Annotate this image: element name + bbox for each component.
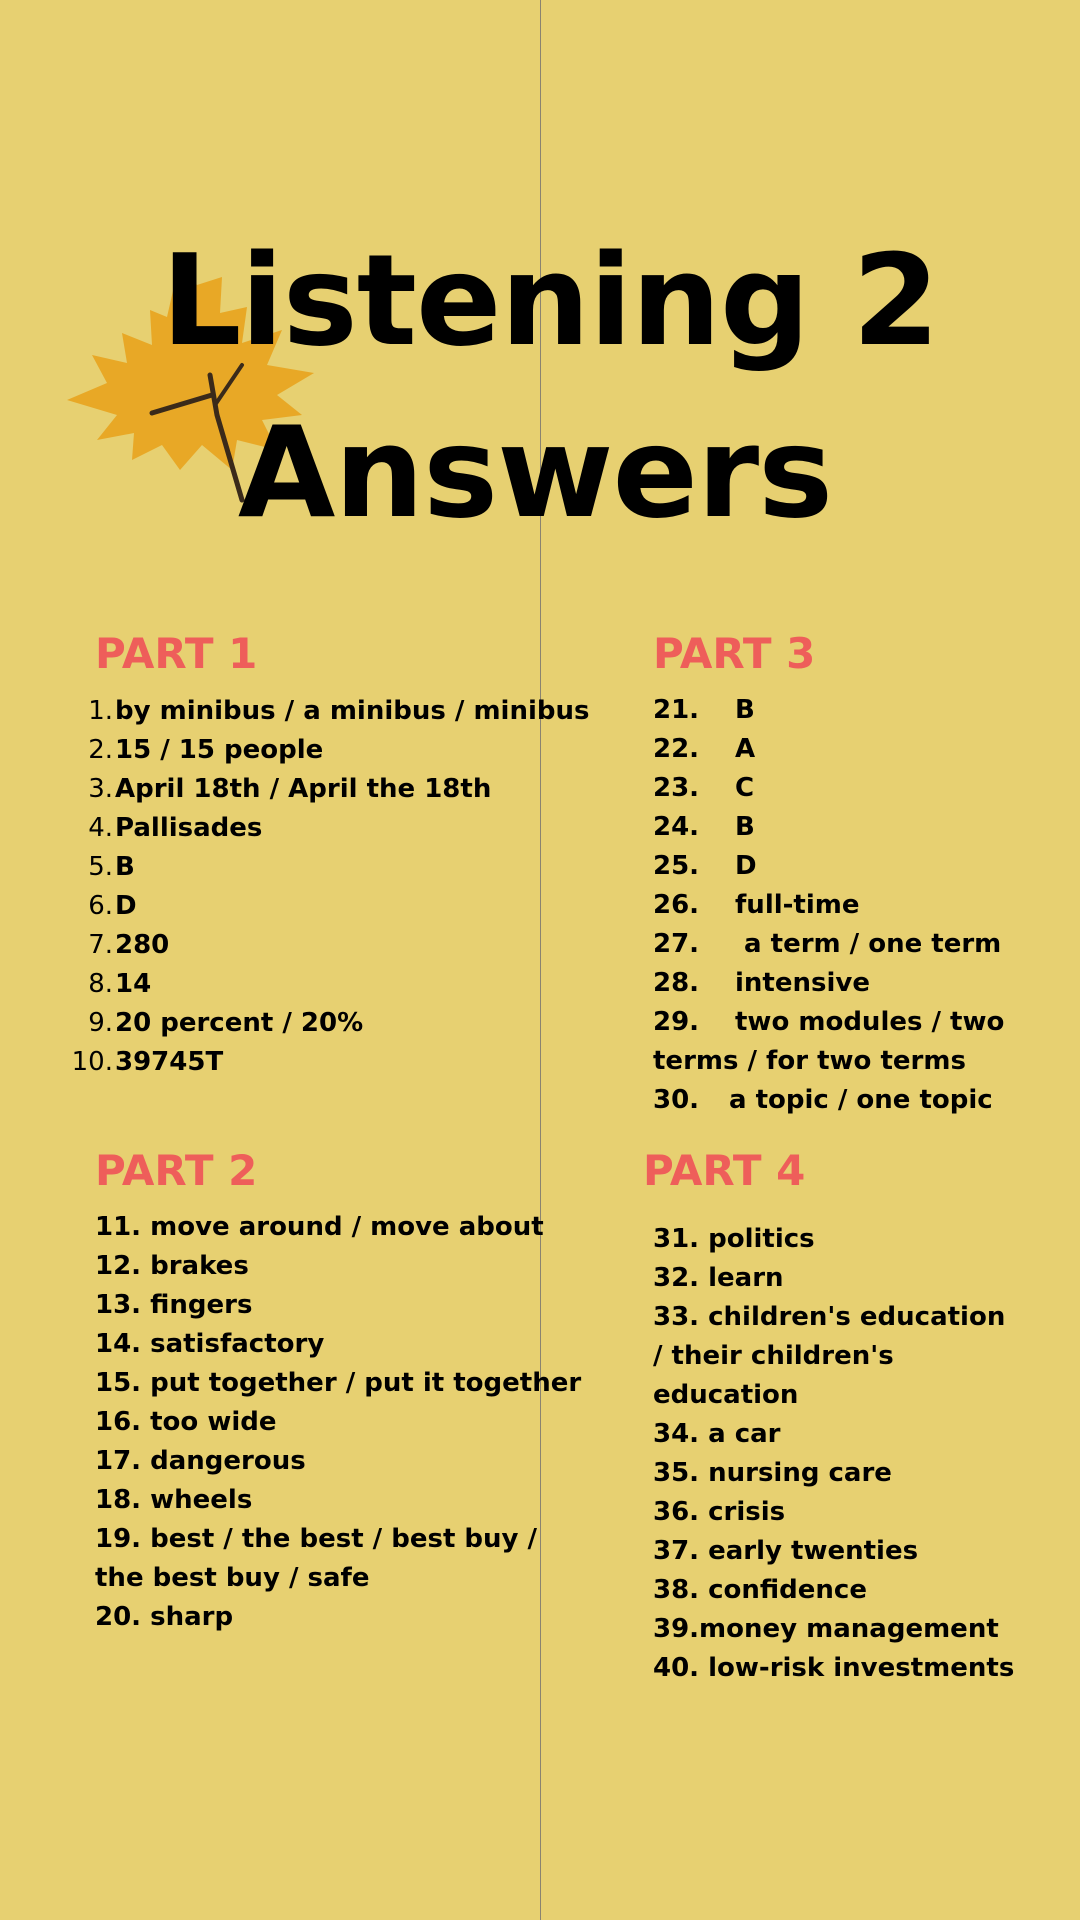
list-item: 21. B [653,695,755,725]
list-item: 19. best / the best / best buy / the best buy / safe [95,1524,538,1593]
list-item: 18. wheels [95,1485,253,1515]
list-item: 29. two modules / two terms / for two terms [653,1007,1005,1076]
list-item: 17. dangerous [95,1446,306,1476]
part3-title: PART 3 [653,629,816,678]
list-item: 36. crisis [653,1497,786,1527]
list-item: 26. full-time [653,890,860,920]
list-item: 7. 280 [88,930,170,960]
page-title-line1: Listening 2 [161,227,939,374]
list-item: 10. 39745T [71,1047,224,1077]
list-item: 14. satisfactory [95,1329,325,1359]
list-item: 6. D [88,891,137,921]
list-item: 13. fingers [95,1290,253,1320]
part3-list [653,691,1013,1120]
page-title-line2: Answers [237,399,833,546]
part1-list [71,692,590,1082]
list-item: 35. nursing care [653,1458,892,1488]
list-item: 39.money management [653,1614,999,1644]
list-item: 2. 15 / 15 people [88,735,324,765]
list-item: 30. a topic / one topic [653,1085,993,1115]
list-item: 25. D [653,851,757,881]
list-item: 15. put together / put it together [95,1368,582,1398]
list-item: 3. April 18th / April the 18th [88,774,492,804]
part4-list [653,1220,1013,1688]
list-item: 16. too wide [95,1407,277,1437]
list-item: 32. learn [653,1263,784,1293]
list-item: 23. C [653,773,755,803]
list-item: 24. B [653,812,755,842]
list-item: 40. low-risk investments [653,1653,1015,1683]
list-item: 28. intensive [653,968,870,998]
part2-list [95,1208,582,1637]
list-item: 37. early twenties [653,1536,919,1566]
list-item: 9. 20 percent / 20% [88,1008,364,1038]
list-item: 1. by minibus / a minibus / minibus [88,696,590,726]
list-item: 4. Pallisades [88,813,263,843]
list-item: 11. move around / move about [95,1212,544,1242]
part2-title: PART 2 [95,1146,258,1195]
list-item: 33. children's education / their children's education [653,1302,1006,1410]
list-item: 8. 14 [88,969,152,999]
list-item: 34. a car [653,1419,781,1449]
list-item: 27. a term / one term [653,929,1002,959]
part4-title: PART 4 [643,1146,806,1195]
list-item: 31. politics [653,1224,815,1254]
list-item: 20. sharp [95,1602,234,1632]
part1-title: PART 1 [95,629,258,678]
list-item: 12. brakes [95,1251,249,1281]
list-item: 22. A [653,734,756,764]
list-item: 5. B [88,852,135,882]
list-item: 38. confidence [653,1575,867,1605]
